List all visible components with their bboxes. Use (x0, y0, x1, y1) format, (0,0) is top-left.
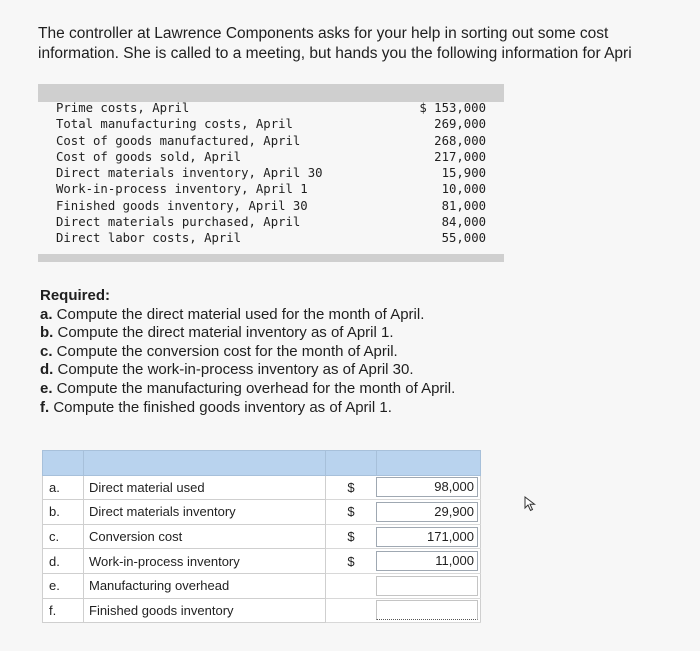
required-letter: d. (40, 361, 54, 379)
data-table-bottom-band (38, 254, 504, 262)
required-item (40, 324, 640, 343)
data-row (56, 181, 486, 197)
data-label: Work-in-process inventory, April 1 (56, 182, 308, 197)
answer-letter: f. (43, 598, 84, 623)
answer-row (43, 549, 481, 574)
problem-intro (38, 24, 700, 64)
required-letter: b. (40, 324, 54, 342)
direct-material-used-input[interactable]: 98,000 (376, 477, 478, 497)
data-value: 10,000 (441, 182, 486, 197)
direct-materials-inventory-input[interactable]: 29,900 (376, 502, 478, 522)
required-text: Compute the conversion cost for the month of April. (52, 342, 398, 360)
required-letter: f. (40, 398, 50, 416)
answer-label: Finished goods inventory (84, 598, 326, 623)
dollar-sign: $ (326, 549, 377, 574)
data-label: Finished goods inventory, April 30 (56, 198, 308, 213)
answer-label: Direct materials inventory (84, 500, 326, 525)
answer-row (43, 573, 481, 598)
data-value: 217,000 (434, 149, 486, 164)
answer-letter: a. (43, 475, 84, 500)
required-text: Compute the finished goods inventory as of April 1. (49, 398, 392, 416)
data-value: 81,000 (441, 198, 486, 213)
finished-goods-inventory-input[interactable] (376, 600, 478, 620)
required-text: Compute the work-in-process inventory as of April 30. (53, 361, 414, 379)
answer-table (42, 450, 481, 623)
required-item (40, 399, 640, 418)
data-row (56, 133, 486, 149)
data-row (56, 198, 486, 214)
required-text: Compute the direct material used for the month of April. (52, 305, 425, 323)
required-letter: c. (40, 342, 53, 360)
data-label: Cost of goods manufactured, April (56, 133, 301, 148)
required-text: Compute the direct material inventory as of April 1. (53, 324, 394, 342)
data-label: Direct materials purchased, April (56, 215, 301, 230)
required-item (40, 343, 640, 362)
data-row (56, 165, 486, 181)
work-in-process-inventory-input[interactable]: 11,000 (376, 551, 478, 571)
data-label: Cost of goods sold, April (56, 149, 242, 164)
given-data-table (38, 84, 504, 262)
dollar-sign: $ (326, 475, 377, 500)
data-row (56, 214, 486, 230)
answer-label: Conversion cost (84, 524, 326, 549)
data-label: Direct materials inventory, April 30 (56, 166, 323, 181)
manufacturing-overhead-input[interactable] (376, 576, 478, 596)
data-row (56, 149, 486, 165)
mouse-pointer-icon (524, 496, 538, 512)
dollar-sign (326, 598, 377, 623)
dollar-sign (326, 573, 377, 598)
required-letter: a. (40, 305, 53, 323)
intro-line-1: The controller at Lawrence Components asks for your help in sorting out some cost (38, 25, 609, 42)
answer-row (43, 475, 481, 500)
required-item (40, 361, 640, 380)
data-value: 55,000 (441, 231, 486, 246)
data-row (56, 230, 486, 246)
required-letter: e. (40, 379, 53, 397)
answer-label: Work-in-process inventory (84, 549, 326, 574)
data-row (56, 100, 486, 116)
data-label: Prime costs, April (56, 101, 190, 115)
data-label: Total manufacturing costs, April (56, 117, 293, 132)
answer-label: Manufacturing overhead (84, 573, 326, 598)
answer-letter: c. (43, 524, 84, 549)
dollar-sign: $ (326, 500, 377, 525)
answer-label: Direct material used (84, 475, 326, 500)
answer-letter: e. (43, 573, 84, 598)
data-value: 268,000 (434, 133, 486, 148)
intro-line-2: information. She is called to a meeting, but hands you the following information for Apri (38, 45, 632, 62)
required-section (40, 287, 640, 417)
data-value: $ 153,000 (419, 101, 486, 115)
answer-letter: b. (43, 500, 84, 525)
answer-row (43, 598, 481, 623)
data-label: Direct labor costs, April (56, 231, 242, 246)
answer-table-header (43, 451, 481, 476)
data-value: 15,900 (441, 166, 486, 181)
conversion-cost-input[interactable]: 171,000 (376, 527, 478, 547)
data-value: 84,000 (441, 215, 486, 230)
data-value: 269,000 (434, 117, 486, 132)
answer-letter: d. (43, 549, 84, 574)
required-item (40, 306, 640, 325)
required-title: Required: (40, 287, 111, 304)
data-row (56, 116, 486, 132)
required-text: Compute the manufacturing overhead for the month of April. (52, 379, 456, 397)
answer-row (43, 500, 481, 525)
required-item (40, 380, 640, 399)
dollar-sign: $ (326, 524, 377, 549)
answer-row (43, 524, 481, 549)
